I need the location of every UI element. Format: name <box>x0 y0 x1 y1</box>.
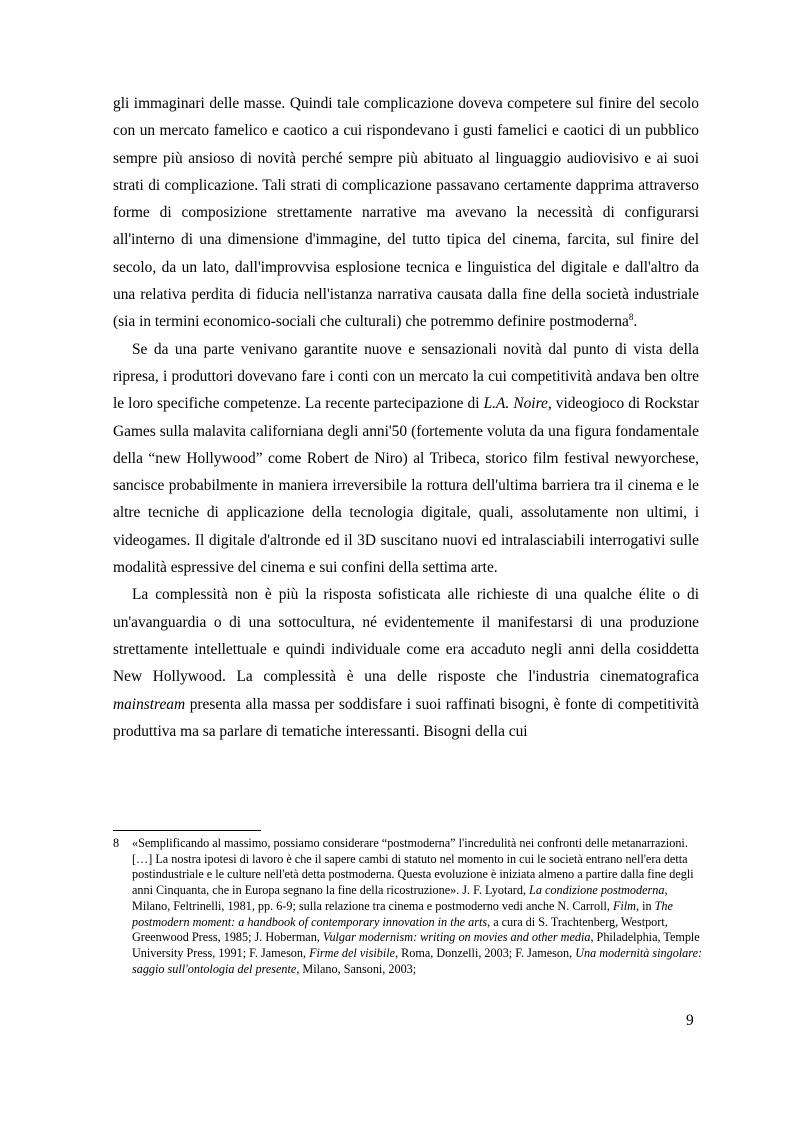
footnote-text-5: , Philadelphia, Temple University Press, 1991; F. Jameson, <box>132 930 700 960</box>
footnote-separator <box>113 830 261 831</box>
game-title: L.A. Noire <box>483 395 548 413</box>
footnote-text-6: , Roma, Donzelli, 2003; F. Jameson, <box>395 945 576 960</box>
footnote-title-5: Firme del visibile <box>309 945 396 960</box>
footnote-text <box>132 836 703 977</box>
footnote-reference[interactable]: 8 <box>628 312 634 323</box>
footnote-title-3: The postmodern moment: a handbook of contemporary innovation in the arts <box>132 898 673 929</box>
paragraph-2-text-a: Se da una parte venivano garantite nuove e sensazionali novità dal punto di vista della ripresa, i produttori dovevano fare i conti con un mercato la cui competitività andava ben oltre le loro specifiche competenze. La recente partecipazione di <box>113 340 699 413</box>
footnote-text-2: , Milano, Feltrinelli, 1981, pp. 6-9; sulla relazione tra cinema e postmoderno vedi anche N. Carroll, <box>132 883 668 913</box>
paragraph-2-text-b: , videogioco di Rockstar Games sulla malavita californiana degli anni'50 (fortemente voluta da una figura fondamentale della “new Hollywood” come Robert de Niro) al Tribeca, storico film festival newyorchese, sancisce probabilmente in maniera irreversibile la rottura dell'ultima barriera tra il cinema e le altre tecniche di applicazione della tecnologia digitale, quali, assolutamente non ultimi, i videogames. Il digitale d'altronde ed il 3D suscitano nuovi ed intralasciabili interrogativi sulle modalità espressive del cinema e sui confini della settima arte. <box>113 395 699 577</box>
footnote-title-4: Vulgar modernism: writing on movies and other media <box>322 930 591 945</box>
footnote-text-4: , a cura di S. Trachtenberg, Westport, Greenwood Press, 1985; J. Hoberman, <box>132 914 668 945</box>
paragraph-3 <box>113 581 699 745</box>
paragraph-1-end: . <box>633 313 638 331</box>
paragraph-1-text: gli immaginari delle masse. Quindi tale complicazione doveva competere sul finire del secolo con un mercato famelico e caotico a cui rispondevano i gusti famelici e caotici di un pubblico sempre più ansioso di novità perché sempre più abituato al linguaggio audiovisivo e ai suoi strati di complicazione. Tali strati di complicazione passavano certamente dapprima attraverso forme di composizione strettamente narrative ma avevano la necessità di configurarsi all'interno di una dimensione d'immagine, del tutto tipica del cinema, farcita, sul finire del secolo, da un lato, dall'improvvisa esplosione tecnica e linguistica del digitale e dall'altro da una relativa perdita di fiducia nell'istanza narrativa causata dalla fine della società industriale (sia in termini economico-sociali che culturali) che potremmo definire postmoderna <box>113 95 699 331</box>
page-number: 9 <box>686 1012 694 1029</box>
body-text <box>113 90 699 745</box>
footnote-text-1: «Semplificando al massimo, possiamo considerare “postmoderna” l'incredulità nei confronti delle metanarrazioni. […] La nostra ipotesi di lavoro è che il sapere cambi di statuto nel momento in cui le società entrano nell'era detta postindustriale e le culture nell'età detta postmoderna. Questa evoluzione è iniziata almeno a partire dalla fine degli anni Cinquanta, che in Europa segnano la fine della ricostruzione». J. F. Lyotard, <box>132 836 694 898</box>
mainstream-term: mainstream <box>113 695 186 713</box>
paragraph-1 <box>113 90 699 336</box>
paragraph-3-text-b: presenta alla massa per soddisfare i suoi raffinati bisogni, è fonte di competitività produttiva ma sa parlare di tematiche interessanti. Bisogni della cui <box>113 695 699 740</box>
paragraph-3-text-a: La complessità non è più la risposta sofisticata alle richieste di una qualche élite o di un'avanguardia o di una sottocultura, né evidentemente il manifestarsi di una produzione strettamente intellettuale e quindi individuale come era accaduto negli anni della cosiddetta New Hollywood. La complessità è una delle risposte che l'industria cinematografica <box>113 586 699 686</box>
footnote-8 <box>113 836 703 977</box>
footnote-text-7: , Milano, Sansoni, 2003; <box>296 961 417 976</box>
footnote-title-1: La condizione postmoderna <box>529 883 665 898</box>
paragraph-2 <box>113 336 699 582</box>
footnote-title-6: Una modernità singolare: saggio sull'ontologia del presente <box>132 945 703 976</box>
footnote-number: 8 <box>113 836 120 850</box>
footnote-title-2: Film <box>612 898 636 913</box>
footnote-text-3: , in <box>635 898 655 913</box>
